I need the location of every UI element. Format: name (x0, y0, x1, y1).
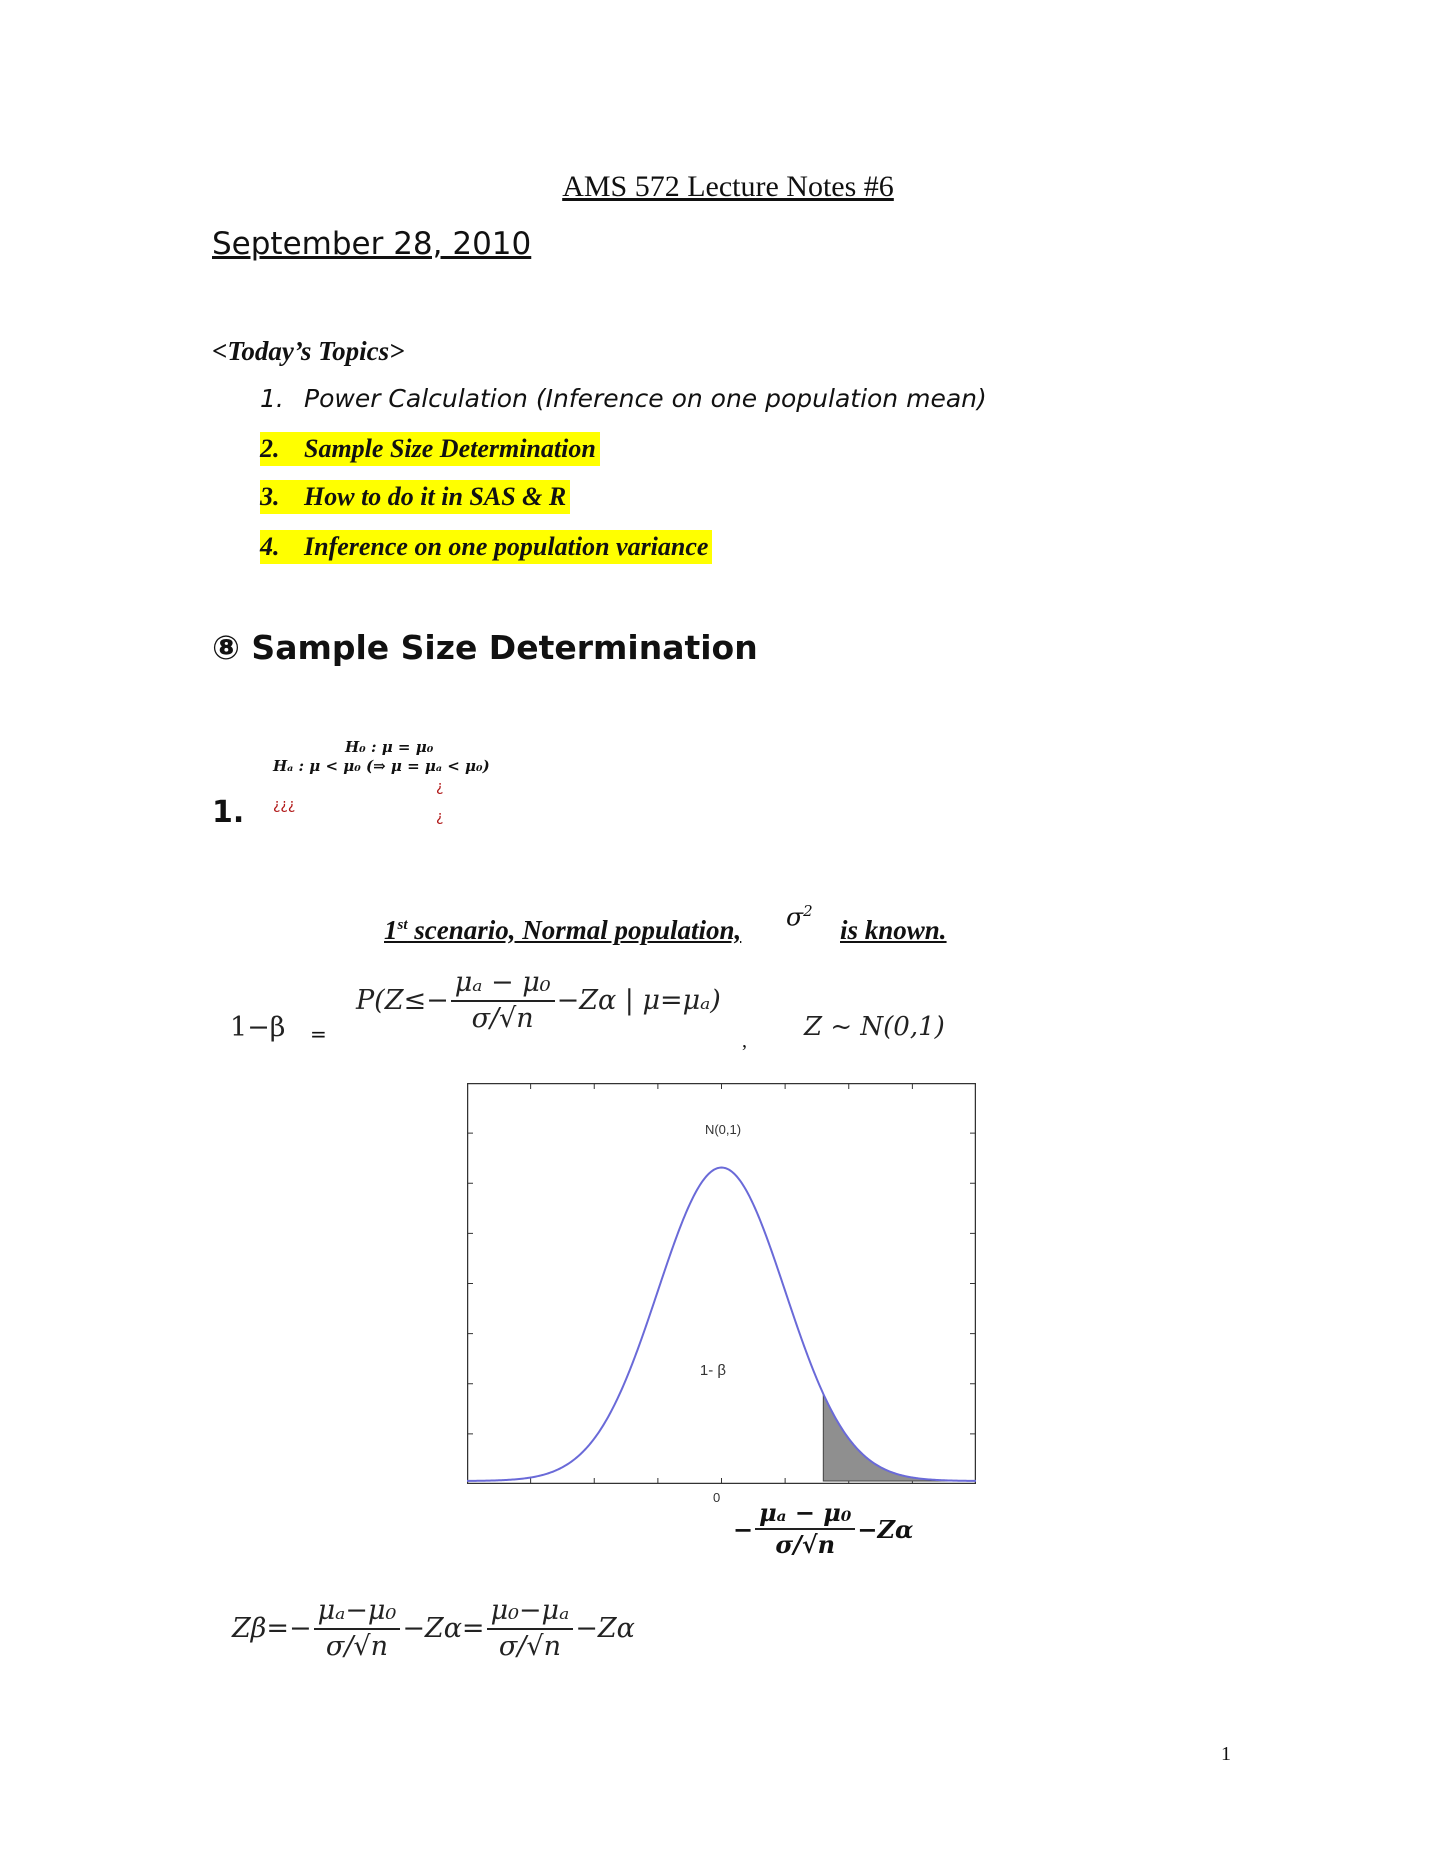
topic-label: Power Calculation (Inference on one population mean) (304, 384, 987, 413)
power-probability-expression (356, 968, 721, 1033)
fraction-numerator: μ₀−μₐ (487, 1596, 574, 1630)
sigma-squared (786, 902, 813, 931)
x-tick-label-zero: 0 (713, 1490, 721, 1505)
topic-number: 3. (260, 482, 280, 511)
topic-label: How to do it in SAS & R (304, 482, 567, 511)
fraction-denominator: σ/√n (471, 1002, 534, 1034)
scenario-heading (384, 915, 741, 946)
standardized-effect-fraction (451, 968, 555, 1033)
z-beta-fraction-1 (314, 1596, 401, 1661)
section-heading: ⑧ Sample Size Determination (212, 628, 758, 667)
topic-item-4 (260, 530, 712, 564)
critical-tail: −Zα (857, 1514, 914, 1544)
scenario-tail: is known. (840, 915, 947, 945)
comma: , (742, 1030, 747, 1052)
z-beta-lhs: Zβ=− (232, 1613, 312, 1645)
z-beta-equation (232, 1596, 635, 1661)
topic-number: 4. (260, 532, 280, 561)
garbled-symbol: ¿ (436, 779, 444, 795)
topic-number: 2. (260, 434, 280, 463)
probability-close: −Zα | μ=μₐ) (556, 985, 721, 1017)
topic-label: Sample Size Determination (304, 434, 596, 463)
item-number: 1. (212, 795, 245, 830)
topic-label: Inference on one population variance (304, 532, 709, 561)
fraction-numerator: μₐ − μ₀ (451, 968, 555, 1002)
lecture-date: September 28, 2010 (212, 226, 532, 262)
fraction-denominator: σ/√n (325, 1630, 389, 1662)
sigma-exponent: 2 (803, 902, 813, 920)
sigma-symbol: σ (786, 902, 804, 932)
critical-fraction (755, 1500, 855, 1559)
z-beta-fraction-2 (487, 1596, 574, 1661)
alternative-hypothesis: Hₐ : μ < μ₀ (⇒ μ = μₐ < μ₀) (273, 757, 490, 775)
topic-item-3 (260, 480, 570, 514)
garbled-symbol: ¿¿¿ (273, 797, 296, 813)
z-beta-tail: −Zα (575, 1613, 635, 1645)
fraction-numerator: μₐ − μ₀ (755, 1500, 855, 1530)
scenario-ordinal-suffix: st (397, 917, 408, 933)
garbled-symbol: ¿ (436, 809, 444, 825)
document-title: AMS 572 Lecture Notes #6 (562, 170, 894, 203)
plot-frame (468, 1084, 976, 1484)
fraction-denominator: σ/√n (498, 1630, 561, 1662)
equals-sign: = (310, 1022, 327, 1046)
minus-sign: − (733, 1514, 754, 1544)
power-lhs: 1−β (230, 1012, 286, 1043)
topics-heading: <Today’s Topics> (212, 336, 405, 366)
fraction-numerator: μₐ−μ₀ (314, 1596, 401, 1630)
topic-item-1 (260, 382, 991, 416)
scenario-ordinal: 1 (384, 915, 398, 945)
topic-number: 1. (260, 384, 284, 413)
fraction-denominator: σ/√n (775, 1530, 836, 1560)
curve-label: N(0,1) (704, 1122, 742, 1137)
probability-open: P(Z≤− (356, 985, 449, 1017)
power-label: 1- β (699, 1362, 727, 1379)
page-number: 1 (1221, 1743, 1231, 1765)
scenario-text: scenario, Normal population, (407, 915, 742, 945)
normal-distribution-plot (467, 1083, 976, 1484)
z-beta-middle: −Zα= (402, 1613, 485, 1645)
critical-point-label (733, 1500, 913, 1559)
null-hypothesis: H₀ : μ = μ₀ (345, 738, 434, 756)
z-distribution: Z ~ N(0,1) (804, 1012, 945, 1042)
topic-item-2 (260, 432, 600, 466)
